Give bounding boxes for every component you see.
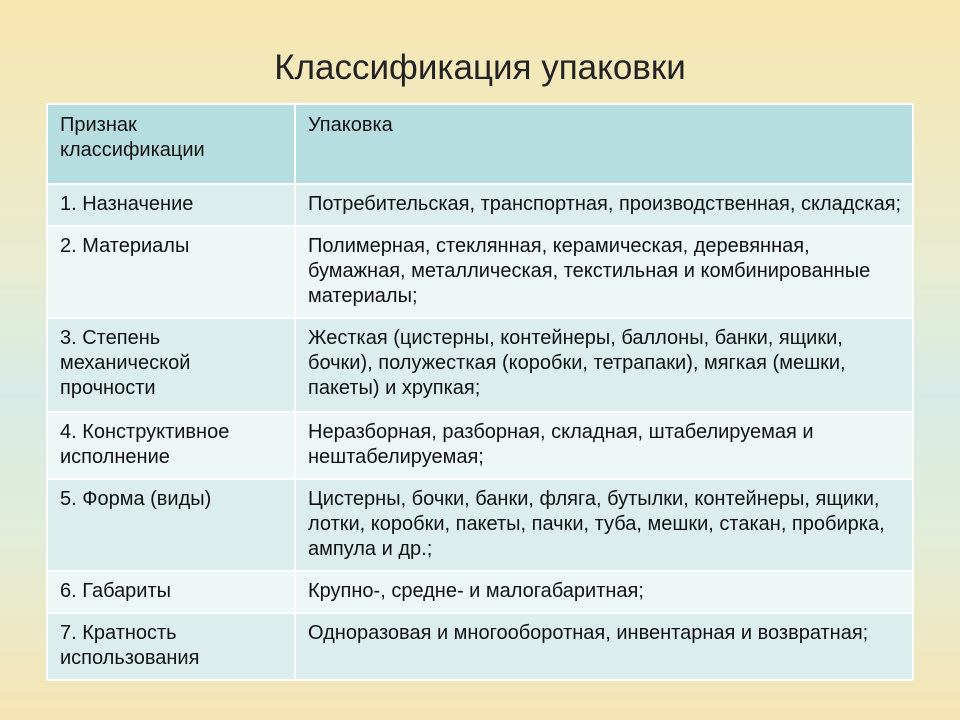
header-packaging: Упаковка (295, 104, 913, 184)
classification-table (46, 103, 914, 681)
slide-title: Классификация упаковки (274, 48, 686, 87)
table-row (47, 613, 913, 680)
table-row (47, 571, 913, 613)
criterion-cell: 4. Конструктивное исполнение (47, 412, 295, 479)
table-row (47, 184, 913, 226)
packaging-cell: Жесткая (цистерны, контейнеры, баллоны, банки, ящики, бочки), полужесткая (коробки, тетрапаки), мягкая (мешки, пакеты) и хрупкая; (295, 318, 913, 412)
packaging-cell: Цистерны, бочки, банки, фляга, бутылки, контейнеры, ящики, лотки, коробки, пакеты, пачки, туба, мешки, стакан, пробирка, ампула и др.; (295, 479, 913, 571)
table-row (47, 412, 913, 479)
table-row (47, 479, 913, 571)
packaging-cell: Одноразовая и многооборотная, инвентарная и возвратная; (295, 613, 913, 680)
table-row (47, 226, 913, 318)
packaging-cell: Крупно-, средне- и малогабаритная; (295, 571, 913, 613)
table-row (47, 318, 913, 412)
header-criterion: Признак классификации (47, 104, 295, 184)
criterion-cell: 6. Габариты (47, 571, 295, 613)
criterion-cell: 1. Назначение (47, 184, 295, 226)
criterion-cell: 2. Материалы (47, 226, 295, 318)
packaging-cell: Полимерная, стеклянная, керамическая, деревянная, бумажная, металлическая, текстильная и комбинированные материалы; (295, 226, 913, 318)
criterion-cell: 3. Степень механической прочности (47, 318, 295, 412)
packaging-cell: Неразборная, разборная, складная, штабелируемая и нештабелируемая; (295, 412, 913, 479)
packaging-cell: Потребительская, транспортная, производственная, складская; (295, 184, 913, 226)
criterion-cell: 7. Кратность использования (47, 613, 295, 680)
table-header-row (47, 104, 913, 184)
criterion-cell: 5. Форма (виды) (47, 479, 295, 571)
classification-table-container (46, 103, 912, 681)
